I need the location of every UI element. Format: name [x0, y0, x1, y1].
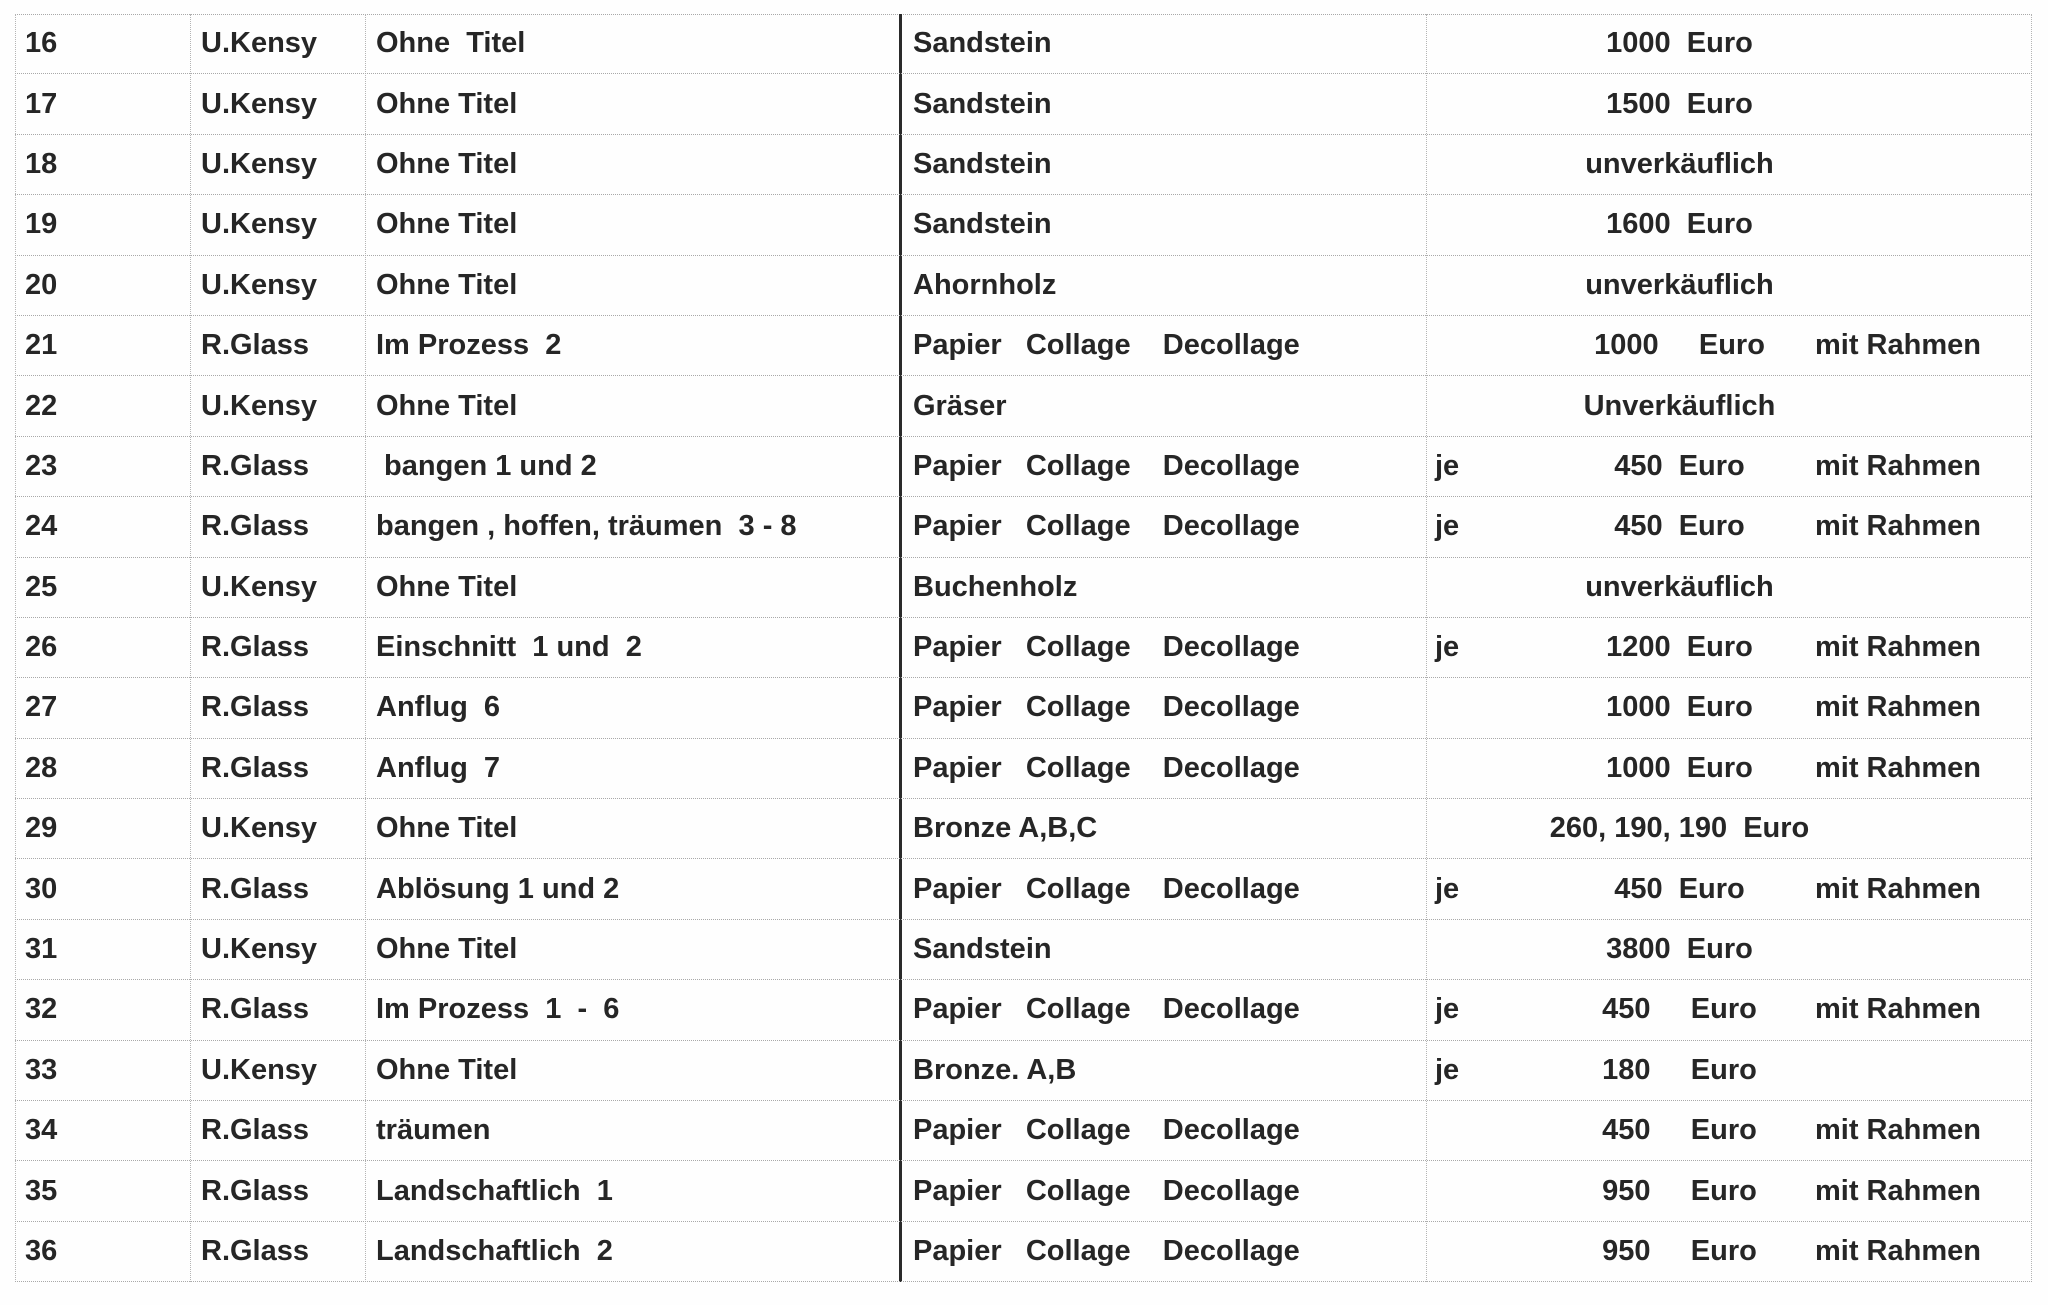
frame-note: mit Rahmen [1815, 1114, 1981, 1147]
row-number: 18 [25, 147, 58, 180]
frame-note: mit Rahmen [1815, 449, 1981, 482]
price: 180 Euro [1602, 1053, 1757, 1086]
table-row [15, 678, 2032, 738]
price: 450 Euro [1602, 993, 1757, 1026]
table-row [15, 195, 2032, 255]
row-number: 34 [25, 1114, 58, 1147]
price: 450 Euro [1602, 1114, 1757, 1147]
frame-note: mit Rahmen [1815, 1174, 1981, 1207]
material: Sandstein [913, 933, 1052, 966]
material: Papier Collage Decollage [913, 1174, 1300, 1207]
row-number: 26 [25, 631, 58, 664]
table-row [15, 799, 2032, 859]
artist-name: U.Kensy [201, 147, 318, 180]
artwork-title: Ohne Titel [376, 389, 518, 422]
artist-name: U.Kensy [201, 268, 318, 301]
row-number: 31 [25, 933, 58, 966]
table-row [15, 14, 2032, 74]
artist-name: R.Glass [201, 449, 309, 482]
price: unverkäuflich [1585, 268, 1774, 301]
artist-name: U.Kensy [201, 27, 318, 60]
row-number: 16 [25, 27, 58, 60]
each-label: je [1435, 1053, 1460, 1086]
artwork-title: Landschaftlich 1 [376, 1174, 613, 1207]
artist-name: U.Kensy [201, 570, 318, 603]
price: 1500 Euro [1606, 87, 1753, 120]
price: 450 Euro [1614, 510, 1745, 543]
artwork-title: Ablösung 1 und 2 [376, 872, 620, 905]
artwork-title: Ohne Titel [376, 27, 526, 60]
row-number: 29 [25, 812, 58, 845]
artist-name: R.Glass [201, 510, 309, 543]
table-row [15, 739, 2032, 799]
price: 1000 Euro [1606, 751, 1753, 784]
row-number: 22 [25, 389, 58, 422]
price: 450 Euro [1614, 872, 1745, 905]
price: Unverkäuflich [1583, 389, 1776, 422]
table-row [15, 497, 2032, 557]
material: Buchenholz [913, 570, 1078, 603]
artwork-title: Anflug 6 [376, 691, 501, 724]
each-label: je [1435, 449, 1460, 482]
material: Sandstein [913, 208, 1052, 241]
table-row [15, 1161, 2032, 1221]
material: Papier Collage Decollage [913, 993, 1300, 1026]
artwork-title: Im Prozess 2 [376, 329, 562, 362]
each-label: je [1435, 872, 1460, 905]
artist-name: U.Kensy [201, 87, 318, 120]
material: Bronze. A,B [913, 1053, 1077, 1086]
material: Papier Collage Decollage [913, 1114, 1300, 1147]
frame-note: mit Rahmen [1815, 329, 1981, 362]
table-row [15, 1222, 2032, 1282]
row-number: 20 [25, 268, 58, 301]
price: unverkäuflich [1585, 570, 1774, 603]
artwork-title: bangen , hoffen, träumen 3 - 8 [376, 510, 797, 543]
artwork-title: träumen [376, 1114, 491, 1147]
table-row [15, 437, 2032, 497]
artist-name: R.Glass [201, 872, 309, 905]
artwork-title: Ohne Titel [376, 812, 518, 845]
row-number: 28 [25, 751, 58, 784]
material: Ahornholz [913, 268, 1057, 301]
price: 1000 Euro [1594, 329, 1765, 362]
table-row [15, 558, 2032, 618]
row-number: 30 [25, 872, 58, 905]
row-number: 21 [25, 329, 58, 362]
price: 260, 190, 190 Euro [1549, 812, 1810, 845]
price: 1000 Euro [1606, 691, 1753, 724]
table-row [15, 859, 2032, 919]
artwork-title: Ohne Titel [376, 87, 518, 120]
row-number: 32 [25, 993, 58, 1026]
artist-name: R.Glass [201, 1114, 309, 1147]
material: Papier Collage Decollage [913, 449, 1300, 482]
frame-note: mit Rahmen [1815, 631, 1981, 664]
table-row [15, 135, 2032, 195]
price: 950 Euro [1602, 1174, 1757, 1207]
table-row [15, 376, 2032, 436]
table-row [15, 256, 2032, 316]
price: 3800 Euro [1606, 933, 1753, 966]
price: 1200 Euro [1606, 631, 1753, 664]
row-number: 35 [25, 1174, 58, 1207]
table-row [15, 316, 2032, 376]
artwork-title: Im Prozess 1 - 6 [376, 993, 620, 1026]
price: 1600 Euro [1606, 208, 1753, 241]
row-number: 24 [25, 510, 58, 543]
table-row [15, 980, 2032, 1040]
frame-note: mit Rahmen [1815, 993, 1981, 1026]
artwork-price-table [15, 14, 2032, 1282]
price: 950 Euro [1602, 1235, 1757, 1267]
table-row [15, 1041, 2032, 1101]
artwork-title: Ohne Titel [376, 570, 518, 603]
artwork-title: Ohne Titel [376, 1053, 518, 1086]
table-row [15, 920, 2032, 980]
artwork-title: Ohne Titel [376, 933, 518, 966]
artist-name: U.Kensy [201, 1053, 318, 1086]
artwork-title: Ohne Titel [376, 208, 518, 241]
artist-name: R.Glass [201, 329, 309, 362]
frame-note: mit Rahmen [1815, 691, 1981, 724]
artist-name: R.Glass [201, 691, 309, 724]
artwork-title: Landschaftlich 2 [376, 1235, 613, 1267]
artist-name: U.Kensy [201, 933, 318, 966]
artwork-title: Ohne Titel [376, 268, 518, 301]
material: Papier Collage Decollage [913, 631, 1300, 664]
price: unverkäuflich [1585, 147, 1774, 180]
artist-name: R.Glass [201, 1174, 309, 1207]
material: Papier Collage Decollage [913, 1235, 1300, 1267]
artwork-title: Ohne Titel [376, 147, 518, 180]
row-number: 19 [25, 208, 58, 241]
artwork-title: Einschnitt 1 und 2 [376, 631, 642, 664]
frame-note: mit Rahmen [1815, 510, 1981, 543]
each-label: je [1435, 631, 1460, 664]
material: Bronze A,B,C [913, 812, 1098, 845]
artwork-title: bangen 1 und 2 [376, 449, 597, 482]
material: Papier Collage Decollage [913, 510, 1300, 543]
material: Papier Collage Decollage [913, 872, 1300, 905]
table-row [15, 1101, 2032, 1161]
material: Gräser [913, 389, 1007, 422]
artwork-title: Anflug 7 [376, 751, 501, 784]
frame-note: mit Rahmen [1815, 1235, 1981, 1267]
frame-note: mit Rahmen [1815, 872, 1981, 905]
table-body [15, 14, 2032, 1282]
table-row [15, 74, 2032, 134]
row-number: 17 [25, 87, 58, 120]
table-row [15, 618, 2032, 678]
material: Sandstein [913, 147, 1052, 180]
price: 1000 Euro [1606, 27, 1753, 60]
price: 450 Euro [1614, 449, 1745, 482]
row-number: 27 [25, 691, 58, 724]
each-label: je [1435, 993, 1460, 1026]
artist-name: R.Glass [201, 631, 309, 664]
row-number: 36 [25, 1235, 58, 1267]
row-number: 23 [25, 449, 58, 482]
row-number: 25 [25, 570, 58, 603]
artist-name: U.Kensy [201, 389, 318, 422]
material: Sandstein [913, 87, 1052, 120]
frame-note: mit Rahmen [1815, 751, 1981, 784]
artist-name: U.Kensy [201, 812, 318, 845]
artist-name: R.Glass [201, 751, 309, 784]
material: Papier Collage Decollage [913, 329, 1300, 362]
row-number: 33 [25, 1053, 58, 1086]
material: Papier Collage Decollage [913, 691, 1300, 724]
each-label: je [1435, 510, 1460, 543]
material: Papier Collage Decollage [913, 751, 1300, 784]
artist-name: R.Glass [201, 1235, 309, 1267]
artist-name: U.Kensy [201, 208, 318, 241]
material: Sandstein [913, 27, 1052, 60]
artist-name: R.Glass [201, 993, 309, 1026]
